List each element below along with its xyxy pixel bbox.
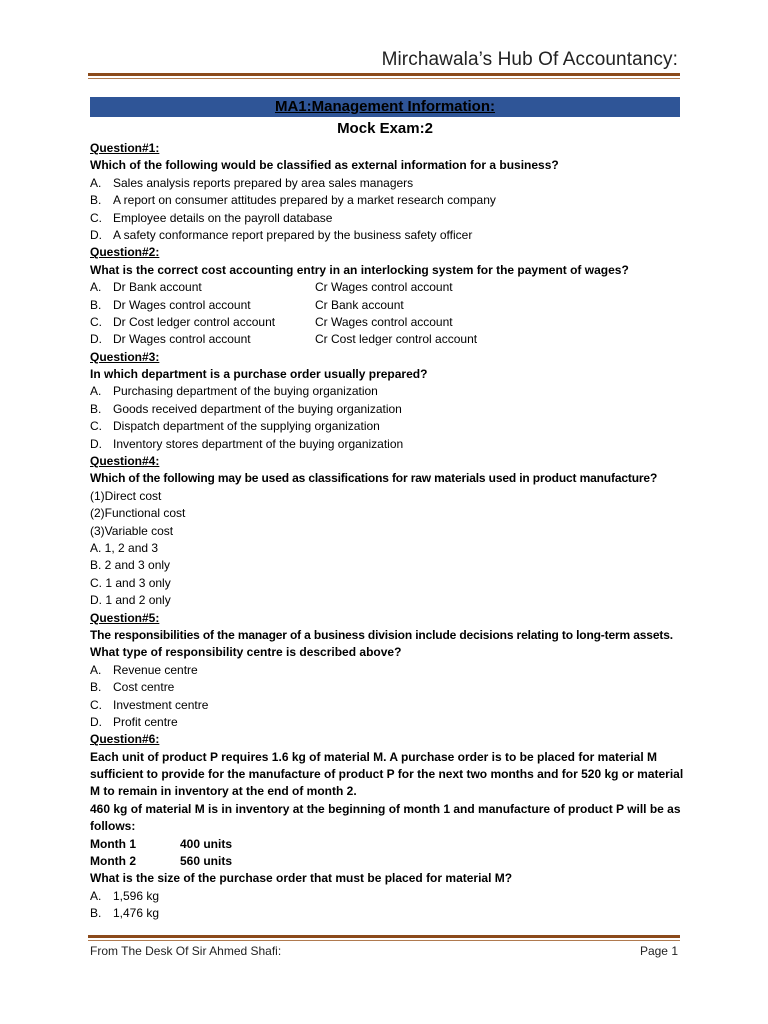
question-paragraph: Each unit of product P requires 1.6 kg of material M. A purchase order is to be placed for material M sufficient to provide for the manufacture of product P for the next two months and for 520 kg or material M to remain in inventory at the end of month 2.: [90, 749, 684, 799]
classification-item: (3)Variable cost: [90, 523, 174, 538]
classification-item: (1)Direct cost: [90, 488, 162, 503]
question-heading: Question#4:: [90, 454, 160, 469]
question-text: Which of the following may be used as classifications for raw materials used in product manufacture?: [90, 471, 658, 486]
answer-option: D. Dr Wages control account Cr Cost ledger control account: [90, 332, 478, 347]
question-heading: Question#6:: [90, 732, 160, 747]
document-body: [90, 140, 685, 923]
classification-item: (2)Functional cost: [90, 506, 186, 521]
answer-option: C. Dr Cost ledger control account Cr Wages control account: [90, 314, 453, 329]
exam-subtitle: Mock Exam:2: [337, 120, 433, 137]
header-rule: [88, 73, 680, 79]
answer-option: C. Employee details on the payroll database: [90, 210, 333, 225]
question-text: In which department is a purchase order usually prepared?: [90, 367, 428, 382]
answer-option: B. 2 and 3 only: [90, 558, 171, 573]
page-header-title: Mirchawala’s Hub Of Accountancy:: [381, 49, 678, 70]
question-text: What is the correct cost accounting entry in an interlocking system for the payment of wages?: [90, 262, 629, 277]
production-row: Month 1 400 units: [90, 836, 233, 851]
answer-option: D. 1 and 2 only: [90, 593, 171, 608]
question-heading: Question#3:: [90, 349, 160, 364]
answer-option: B. Goods received department of the buying organization: [90, 401, 402, 416]
answer-option: C. Dispatch department of the supplying organization: [90, 419, 380, 434]
footer-rule: [88, 935, 680, 941]
production-row: Month 2 560 units: [90, 854, 233, 869]
answer-option: B. Cost centre: [90, 680, 175, 695]
question-heading: Question#5:: [90, 610, 160, 625]
answer-option: B. A report on consumer attitudes prepared by a market research company: [90, 193, 496, 208]
answer-option: A. Revenue centre: [90, 662, 198, 677]
answer-option: A. 1,596 kg: [90, 888, 160, 903]
answer-option: C. Investment centre: [90, 697, 209, 712]
answer-option: A. Dr Bank account Cr Wages control account: [90, 280, 453, 295]
answer-option: D. Inventory stores department of the buying organization: [90, 436, 404, 451]
answer-option: B. Dr Wages control account Cr Bank account: [90, 297, 404, 312]
answer-option: D. A safety conformance report prepared by the business safety officer: [90, 227, 473, 242]
answer-option: A. Purchasing department of the buying organization: [90, 384, 378, 399]
footer-author: From The Desk Of Sir Ahmed Shafi:: [90, 944, 282, 958]
question-heading: Question#1:: [90, 141, 160, 155]
question-heading: Question#2:: [90, 245, 160, 260]
question-text: Which of the following would be classified as external information for a business?: [90, 158, 559, 173]
answer-option: A. Sales analysis reports prepared by area sales managers: [90, 175, 414, 190]
page-number: Page 1: [639, 944, 678, 958]
banner-title: MA1:Management Information:: [90, 97, 680, 117]
question-text: The responsibilities of the manager of a business division include decisions relating to long-term assets.: [90, 627, 673, 642]
question-paragraph: 460 kg of material M is in inventory at the beginning of month 1 and manufacture of product P will be as follows:: [90, 801, 681, 834]
answer-option: B. 1,476 kg: [90, 906, 160, 921]
answer-option: D. Profit centre: [90, 714, 178, 729]
question-text: What is the size of the purchase order that must be placed for material M?: [90, 871, 513, 886]
question-text: What type of responsibility centre is described above?: [90, 645, 402, 660]
answer-option: C. 1 and 3 only: [90, 575, 171, 590]
answer-option: A. 1, 2 and 3: [90, 540, 159, 555]
